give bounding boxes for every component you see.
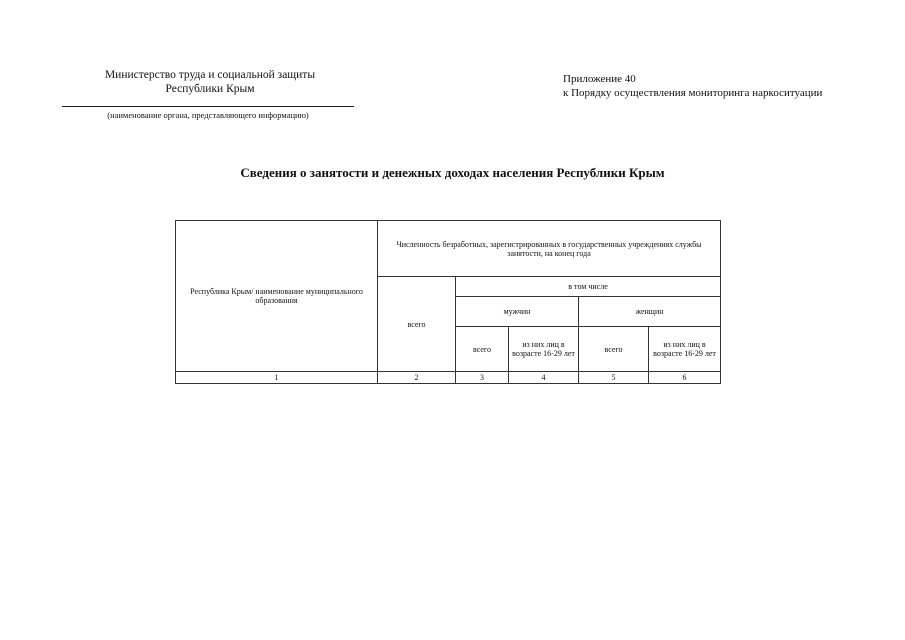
men-header: мужчин <box>456 297 579 327</box>
column-number: 4 <box>509 372 579 384</box>
appendix-line-1: Приложение 40 <box>563 73 636 85</box>
men-total-header: всего <box>456 327 509 372</box>
ministry-name <box>60 68 360 96</box>
women-youth-header: из них лиц в возрасте 16-29 лет <box>649 327 721 372</box>
org-caption: (наименование органа, представляющего информацию) <box>107 110 309 120</box>
appendix-line-2: к Порядку осуществления мониторинга наркоситуации <box>563 87 823 99</box>
unemployment-table <box>175 220 721 384</box>
total-column-header: всего <box>378 277 456 372</box>
column-number: 6 <box>649 372 721 384</box>
women-total-header: всего <box>579 327 649 372</box>
region-column-header: Республика Крым/ наименование муниципального образования <box>176 221 378 372</box>
column-number: 1 <box>176 372 378 384</box>
column-number-row <box>176 372 721 384</box>
including-header: в том числе <box>456 277 721 297</box>
women-header: женщин <box>579 297 721 327</box>
unemployed-group-header: Численность безработных, зарегистрированных в государственных учреждениях службы занятости, на конец года <box>378 221 721 277</box>
men-youth-header: из них лиц в возрасте 16-29 лет <box>509 327 579 372</box>
column-number: 5 <box>579 372 649 384</box>
document-title: Сведения о занятости и денежных доходах населения Республики Крым <box>240 165 665 180</box>
ministry-line-2: Республики Крым <box>165 83 255 95</box>
org-signature-rule <box>62 106 354 107</box>
column-number: 2 <box>378 372 456 384</box>
appendix-note <box>563 72 893 100</box>
column-number: 3 <box>456 372 509 384</box>
table-header-row-1 <box>176 221 721 277</box>
ministry-line-1: Министерство труда и социальной защиты <box>104 69 316 81</box>
